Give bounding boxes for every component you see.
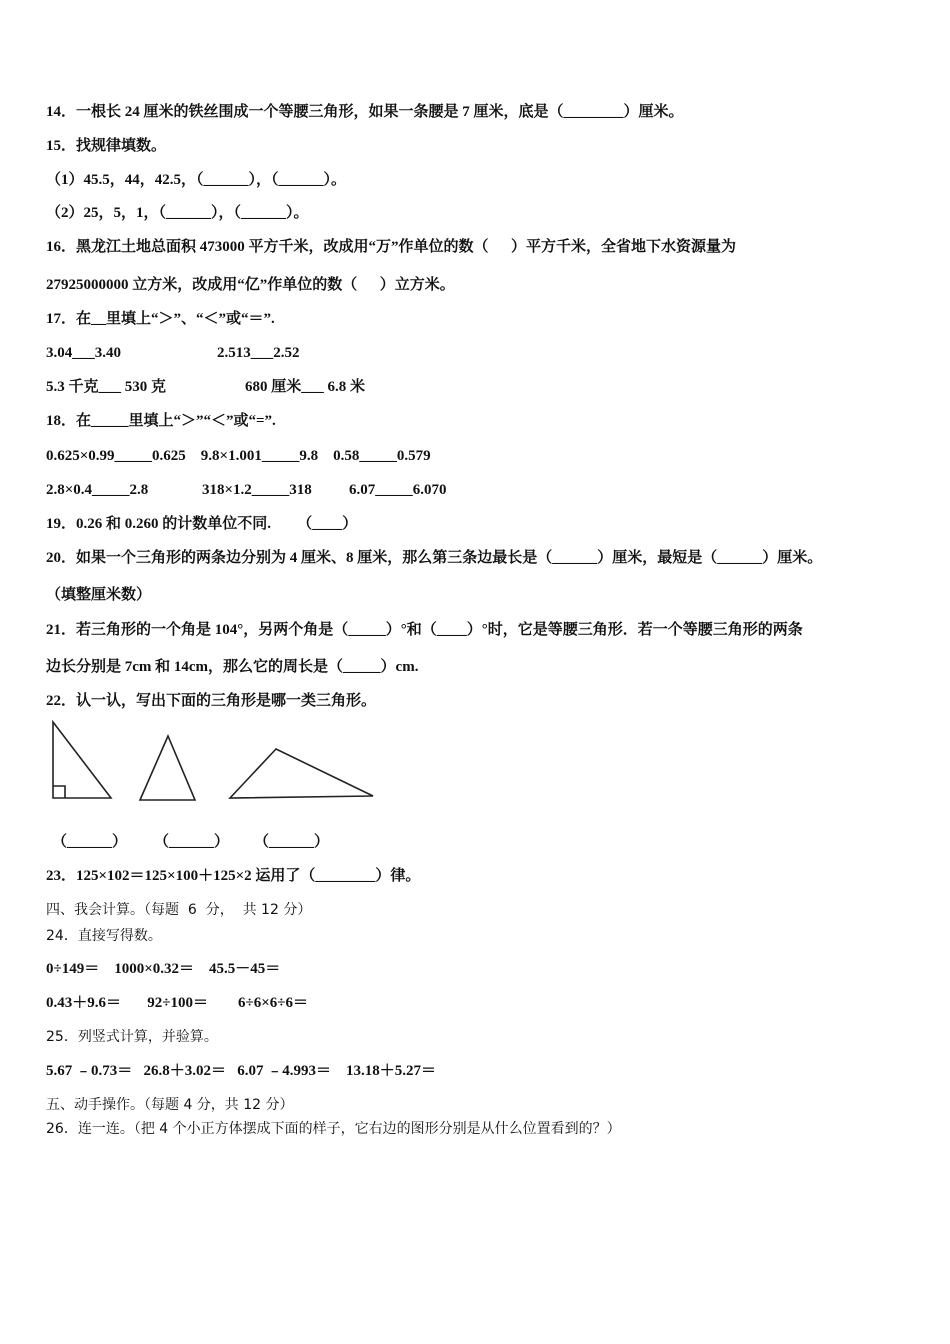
triangle-figures <box>40 715 400 810</box>
question-17-item-1: 3.04___3.40 <box>46 345 121 361</box>
question-16-line-2: 27925000000 立方米，改成用“亿”作单位的数（ ）立方米。 <box>46 277 455 293</box>
question-21-line-1: 21．若三角形的一个角是 104°，另两个角是（_____）°和（____）°时，它是等腰三角形．若一个等腰三角形的两条 <box>46 622 803 638</box>
question-18: 18．在_____里填上“＞”“＜”或“=”. <box>46 413 276 429</box>
triangle-3-blank[interactable]: （______） <box>254 834 330 850</box>
question-24-row-1: 0÷149＝ 1000×0.32＝ 45.5－45＝ <box>46 961 281 977</box>
question-21-line-2: 边长分别是 7cm 和 14cm，那么它的周长是（_____）cm. <box>46 659 419 675</box>
question-20-line-1: 20．如果一个三角形的两条边分别为 4 厘米、8 厘米，那么第三条边最长是（______）厘米，最短是（______）厘米。 <box>46 550 823 566</box>
question-18-item-6: 6.07_____6.070 <box>349 482 447 498</box>
question-16-line-1: 16．黑龙江土地总面积 473000 平方千米，改成用“万”作单位的数（ ）平方千米，全省地下水资源量为 <box>46 239 737 255</box>
question-24-row-2: 0.43＋9.6＝ 92÷100＝ 6÷6×6÷6＝ <box>46 995 308 1011</box>
question-25: 25．列竖式计算，并验算。 <box>46 1029 218 1045</box>
question-24: 24．直接写得数。 <box>46 928 162 944</box>
section-4-heading: 四、我会计算。（每题 6 分， 共 12 分） <box>46 902 312 918</box>
question-20-line-2: （填整厘米数） <box>46 587 152 603</box>
question-17: 17．在__里填上“＞”、“＜”或“＝”. <box>46 311 275 327</box>
question-14: 14．一根长 24 厘米的铁丝围成一个等腰三角形，如果一条腰是 7 厘米，底是（________）厘米。 <box>46 104 684 120</box>
question-18-row-1: 0.625×0.99_____0.625 9.8×1.001_____9.8 0.58_____0.579 <box>46 448 431 464</box>
question-15-part-2: （2）25，5，1，（______），（______）。 <box>46 205 309 221</box>
obtuse-triangle-icon <box>230 749 373 798</box>
triangle-2-blank[interactable]: （______） <box>154 834 230 850</box>
question-26: 26．连一连。（把 4 个小正方体摆成下面的样子，它右边的图形分别是从什么位置看到的？） <box>46 1121 621 1137</box>
question-19: 19．0.26 和 0.260 的计数单位不同. （____） <box>46 516 358 532</box>
question-23: 23．125×102＝125×100＋125×2 运用了（________）律。 <box>46 868 421 884</box>
question-18-item-4: 2.8×0.4_____2.8 <box>46 482 149 498</box>
question-18-item-5: 318×1.2_____318 <box>202 482 312 498</box>
question-17-item-2: 2.513___2.52 <box>217 345 300 361</box>
triangle-1-blank[interactable]: （______） <box>52 834 128 850</box>
acute-triangle-icon <box>140 736 195 800</box>
question-22: 22．认一认，写出下面的三角形是哪一类三角形。 <box>46 693 377 709</box>
question-17-item-3: 5.3 千克___ 530 克 <box>46 379 167 395</box>
right-triangle-icon <box>53 722 111 798</box>
question-15: 15．找规律填数。 <box>46 138 167 154</box>
section-5-heading: 五、动手操作。（每题 4 分，共 12 分） <box>46 1097 294 1113</box>
question-17-item-4: 680 厘米___ 6.8 米 <box>245 379 366 395</box>
question-15-part-1: （1）45.5，44，42.5，（______），（______）。 <box>46 172 347 188</box>
question-25-row-1: 5.67 ﹣0.73＝ 26.8＋3.02＝ 6.07 ﹣4.993＝ 13.18＋5.27＝ <box>46 1063 437 1079</box>
